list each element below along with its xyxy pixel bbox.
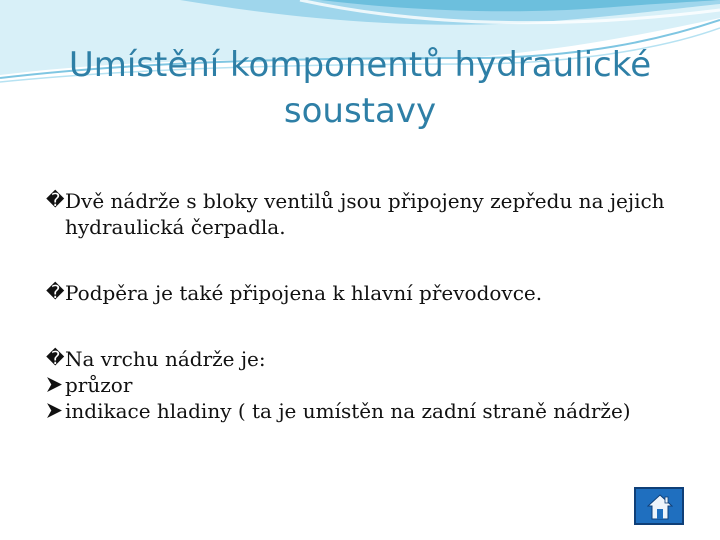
paragraph-text: Na vrchu nádrže je: xyxy=(65,347,266,371)
slide-title xyxy=(20,42,700,134)
paragraph-3 xyxy=(46,346,686,372)
sub-item-text: indikace hladiny ( ta je umístěn na zadní straně nádrže) xyxy=(65,399,631,423)
home-icon xyxy=(647,493,673,521)
paragraph-2 xyxy=(46,280,686,306)
bullet-glyph: � xyxy=(46,190,65,211)
sub-item-text: průzor xyxy=(65,373,133,397)
sub-item-2 xyxy=(46,398,686,424)
sub-item-1 xyxy=(46,372,686,398)
arrow-bullet-icon xyxy=(46,402,63,419)
slide-content xyxy=(46,188,686,424)
paragraph-1 xyxy=(46,188,686,240)
title-line-2: soustavy xyxy=(283,91,437,131)
paragraph-text: Podpěra je také připojena k hlavní převodovce. xyxy=(65,281,543,305)
arrow-bullet-icon xyxy=(46,376,63,393)
paragraph-text: Dvě nádrže s bloky ventilů jsou připojeny zepředu na jejich hydraulická čerpadla. xyxy=(65,189,665,239)
bullet-glyph: � xyxy=(46,282,65,303)
title-line-1: Umístění komponentů hydraulické xyxy=(68,45,652,85)
home-button[interactable] xyxy=(634,487,684,525)
bullet-glyph: � xyxy=(46,348,65,369)
